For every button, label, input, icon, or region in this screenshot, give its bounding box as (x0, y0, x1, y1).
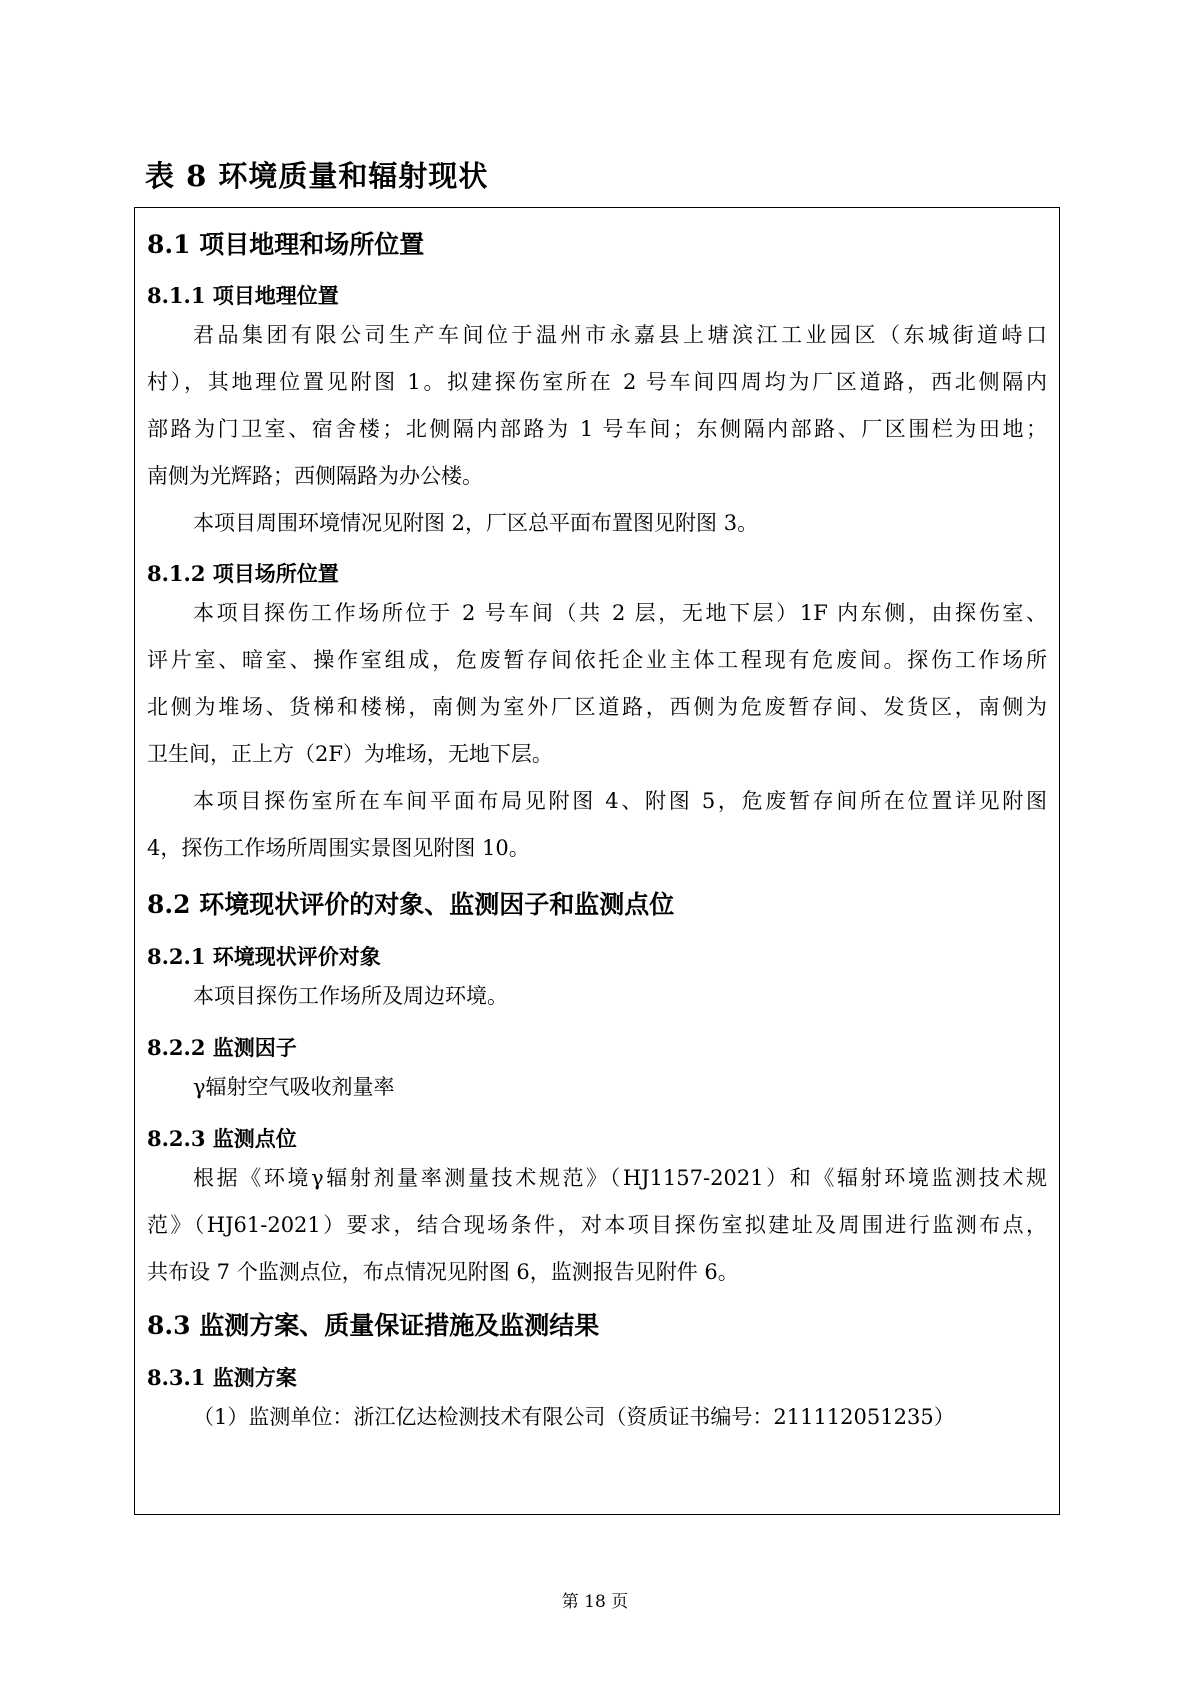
text-line: 本项目周围环境情况见附图 2，厂区总平面布置图见附图 3。 (193, 511, 759, 535)
text-line: 君品集团有限公司生产车间位于温州市永嘉县上塘滨江工业园区（东城街道峙口 (193, 323, 1047, 347)
text-line: 评片室、暗室、操作室组成，危废暂存间依托企业主体工程现有危废间。探伤工作场所 (147, 648, 1047, 672)
text-line: 共布设 7 个监测点位，布点情况见附图 6，监测报告见附件 6。 (147, 1260, 739, 1284)
section-8-2-1-paragraph (147, 973, 1047, 1020)
section-8-2-2-paragraph (147, 1064, 1047, 1111)
text-line: 本项目探伤室所在车间平面布局见附图 4、附图 5，危废暂存间所在位置详见附图 (193, 789, 1047, 813)
section-8-1-heading: 8.1 项目地理和场所位置 (147, 230, 425, 259)
section-8-2-2-heading: 8.2.2 监测因子 (147, 1035, 297, 1060)
section-8-1-1-paragraph-1 (147, 312, 1047, 500)
text-line: 4，探伤工作场所周围实景图见附图 10。 (147, 836, 530, 860)
text-line: 本项目探伤工作场所及周边环境。 (193, 984, 508, 1008)
text-line: 部路为门卫室、宿舍楼；北侧隔内部路为 1 号车间；东侧隔内部路、厂区围栏为田地； (147, 417, 1047, 441)
text-line: γ辐射空气吸收剂量率 (193, 1075, 395, 1099)
section-8-3-1-heading: 8.3.1 监测方案 (147, 1365, 297, 1390)
text-line: 村），其地理位置见附图 1。拟建探伤室所在 2 号车间四周均为厂区道路，西北侧隔内 (147, 370, 1047, 394)
section-8-1-1-paragraph-2 (147, 500, 1047, 547)
section-8-1-1-heading: 8.1.1 项目地理位置 (147, 283, 339, 308)
section-8-2-3-paragraph (147, 1155, 1047, 1296)
section-8-3-heading: 8.3 监测方案、质量保证措施及监测结果 (147, 1311, 600, 1340)
section-8-2-1-heading: 8.2.1 环境现状评价对象 (147, 944, 381, 969)
section-8-1-2-paragraph-2 (147, 778, 1047, 872)
section-8-3-1-paragraph (147, 1394, 1047, 1441)
text-line: 北侧为堆场、货梯和楼梯，南侧为室外厂区道路，西侧为危废暂存间、发货区，南侧为 (147, 695, 1047, 719)
page-number: 第 18 页 (561, 1592, 629, 1612)
text-line: 范》（HJ61-2021）要求，结合现场条件，对本项目探伤室拟建址及周围进行监测布点， (147, 1213, 1047, 1237)
section-8-1-2-heading: 8.1.2 项目场所位置 (147, 561, 339, 586)
text-line: 本项目探伤工作场所位于 2 号车间（共 2 层，无地下层）1F 内东侧，由探伤室、 (193, 601, 1047, 625)
text-line: 卫生间，正上方（2F）为堆场，无地下层。 (147, 742, 553, 766)
text-line: 南侧为光辉路；西侧隔路为办公楼。 (147, 464, 483, 488)
page-title: 表 8 环境质量和辐射现状 (145, 159, 489, 193)
content-frame (134, 207, 1060, 1515)
text-line: （1）监测单位：浙江亿达检测技术有限公司（资质证书编号：211112051235） (193, 1405, 955, 1429)
section-8-2-heading: 8.2 环境现状评价的对象、监测因子和监测点位 (147, 890, 675, 919)
section-8-2-3-heading: 8.2.3 监测点位 (147, 1126, 297, 1151)
section-8-1-2-paragraph-1 (147, 590, 1047, 778)
text-line: 根据《环境γ辐射剂量率测量技术规范》（HJ1157-2021）和《辐射环境监测技术规 (193, 1166, 1047, 1190)
